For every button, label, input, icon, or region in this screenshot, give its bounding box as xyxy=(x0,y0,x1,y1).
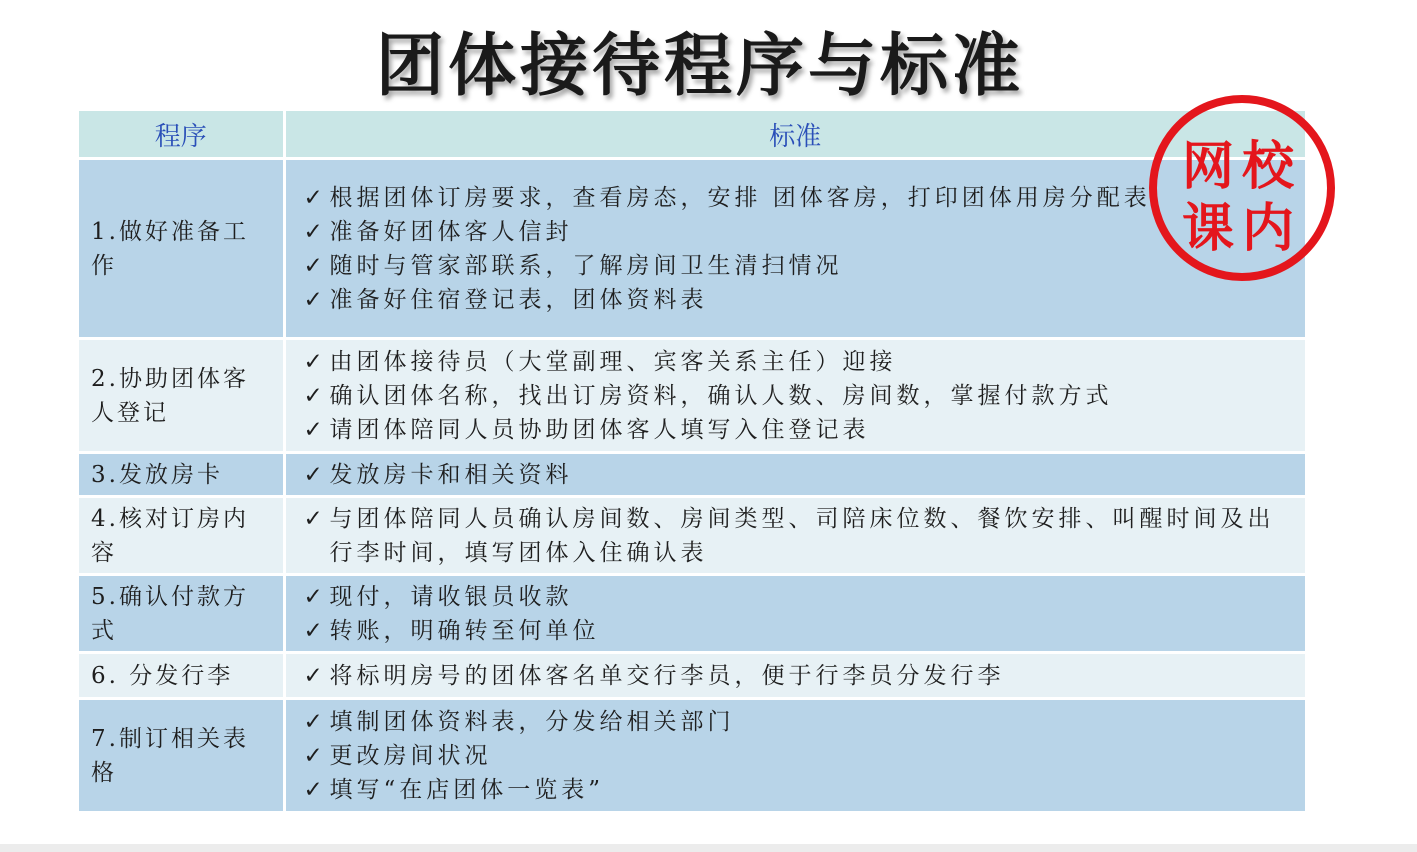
check-mark-icon: ✓ xyxy=(303,583,323,610)
standard-item xyxy=(304,614,1298,648)
standard-text: 填制团体资料表，分发给相关部门 xyxy=(329,708,735,735)
procedure-step-cell: 7.制订相关表格 xyxy=(79,699,284,813)
standard-item xyxy=(304,345,1298,379)
standard-cell xyxy=(284,453,1305,497)
check-mark-icon: ✓ xyxy=(303,416,323,443)
check-mark-icon: ✓ xyxy=(303,742,323,769)
check-mark-icon: ✓ xyxy=(303,218,323,245)
standard-text: 确认团体名称，找出订房资料，确认人数、房间数，掌握付款方式 xyxy=(329,382,1113,409)
standard-item xyxy=(304,379,1298,413)
standard-item xyxy=(304,181,1298,215)
table-row xyxy=(79,339,1305,453)
table-body xyxy=(79,159,1305,813)
standard-item xyxy=(304,413,1298,447)
table-row xyxy=(79,575,1305,653)
watermark-stamp xyxy=(1149,95,1335,281)
standard-text: 准备好团体客人信封 xyxy=(329,218,573,245)
standard-cell xyxy=(284,653,1305,699)
standard-text: 准备好住宿登记表，团体资料表 xyxy=(329,286,708,313)
standard-text: 与团体陪同人员确认房间数、房间类型、司陪床位数、餐饮安排、叫醒时间及出行李时间，填写团体入住确认表 xyxy=(329,505,1275,566)
procedure-step-cell: 4.核对订房内容 xyxy=(79,497,284,575)
procedure-step-cell: 3.发放房卡 xyxy=(79,453,284,497)
check-mark-icon: ✓ xyxy=(303,382,323,409)
table-header-row xyxy=(79,111,1305,159)
procedure-step-cell: 1.做好准备工作 xyxy=(79,159,284,339)
table-row xyxy=(79,159,1305,339)
standard-text: 更改房间状况 xyxy=(329,742,492,769)
standard-cell xyxy=(284,575,1305,653)
check-mark-icon: ✓ xyxy=(303,461,323,488)
stamp-text-line2: 课内 xyxy=(1181,199,1302,259)
standard-item xyxy=(304,502,1298,570)
check-mark-icon: ✓ xyxy=(303,505,323,532)
check-mark-icon: ✓ xyxy=(303,617,323,644)
standard-text: 发放房卡和相关资料 xyxy=(329,461,573,488)
standard-text: 现付，请收银员收款 xyxy=(329,583,573,610)
standard-cell xyxy=(284,339,1305,453)
standard-text: 请团体陪同人员协助团体客人填写入住登记表 xyxy=(329,416,870,443)
standard-item xyxy=(304,773,1298,807)
standard-text: 填写“在店团体一览表” xyxy=(329,776,605,803)
page-title: 团体接待程序与标准 xyxy=(375,27,1024,106)
standard-item xyxy=(304,580,1298,614)
column-header-standard: 标准 xyxy=(284,111,1305,159)
table-row xyxy=(79,699,1305,813)
check-mark-icon: ✓ xyxy=(303,348,323,375)
procedure-step-cell: 6. 分发行李 xyxy=(79,653,284,699)
standard-item xyxy=(304,283,1298,317)
table-row xyxy=(79,497,1305,575)
procedure-standard-table xyxy=(79,111,1305,814)
column-header-procedure: 程序 xyxy=(79,111,284,159)
standard-item xyxy=(304,215,1298,249)
check-mark-icon: ✓ xyxy=(303,708,323,735)
standard-item xyxy=(304,249,1298,283)
standard-cell xyxy=(284,497,1305,575)
check-mark-icon: ✓ xyxy=(303,286,323,313)
check-mark-icon: ✓ xyxy=(303,662,323,689)
standard-text: 根据团体订房要求，查看房态，安排 团体客房，打印团体用房分配表 xyxy=(329,184,1151,211)
table-row xyxy=(79,653,1305,699)
standard-text: 随时与管家部联系，了解房间卫生清扫情况 xyxy=(329,252,843,279)
standard-item xyxy=(304,739,1298,773)
procedure-step-cell: 5.确认付款方式 xyxy=(79,575,284,653)
check-mark-icon: ✓ xyxy=(303,252,323,279)
table-row xyxy=(79,453,1305,497)
standard-text: 转账，明确转至何单位 xyxy=(329,617,600,644)
check-mark-icon: ✓ xyxy=(303,776,323,803)
bottom-divider xyxy=(0,844,1417,852)
procedure-step-cell: 2.协助团体客人登记 xyxy=(79,339,284,453)
standard-item xyxy=(304,659,1298,693)
standard-item xyxy=(304,705,1298,739)
standard-text: 由团体接待员（大堂副理、宾客关系主任）迎接 xyxy=(329,348,897,375)
standard-text: 将标明房号的团体客名单交行李员，便于行李员分发行李 xyxy=(329,662,1005,689)
check-mark-icon: ✓ xyxy=(303,184,323,211)
standard-item xyxy=(304,458,1298,492)
stamp-text-line1: 网校 xyxy=(1181,137,1302,197)
standard-cell xyxy=(284,699,1305,813)
